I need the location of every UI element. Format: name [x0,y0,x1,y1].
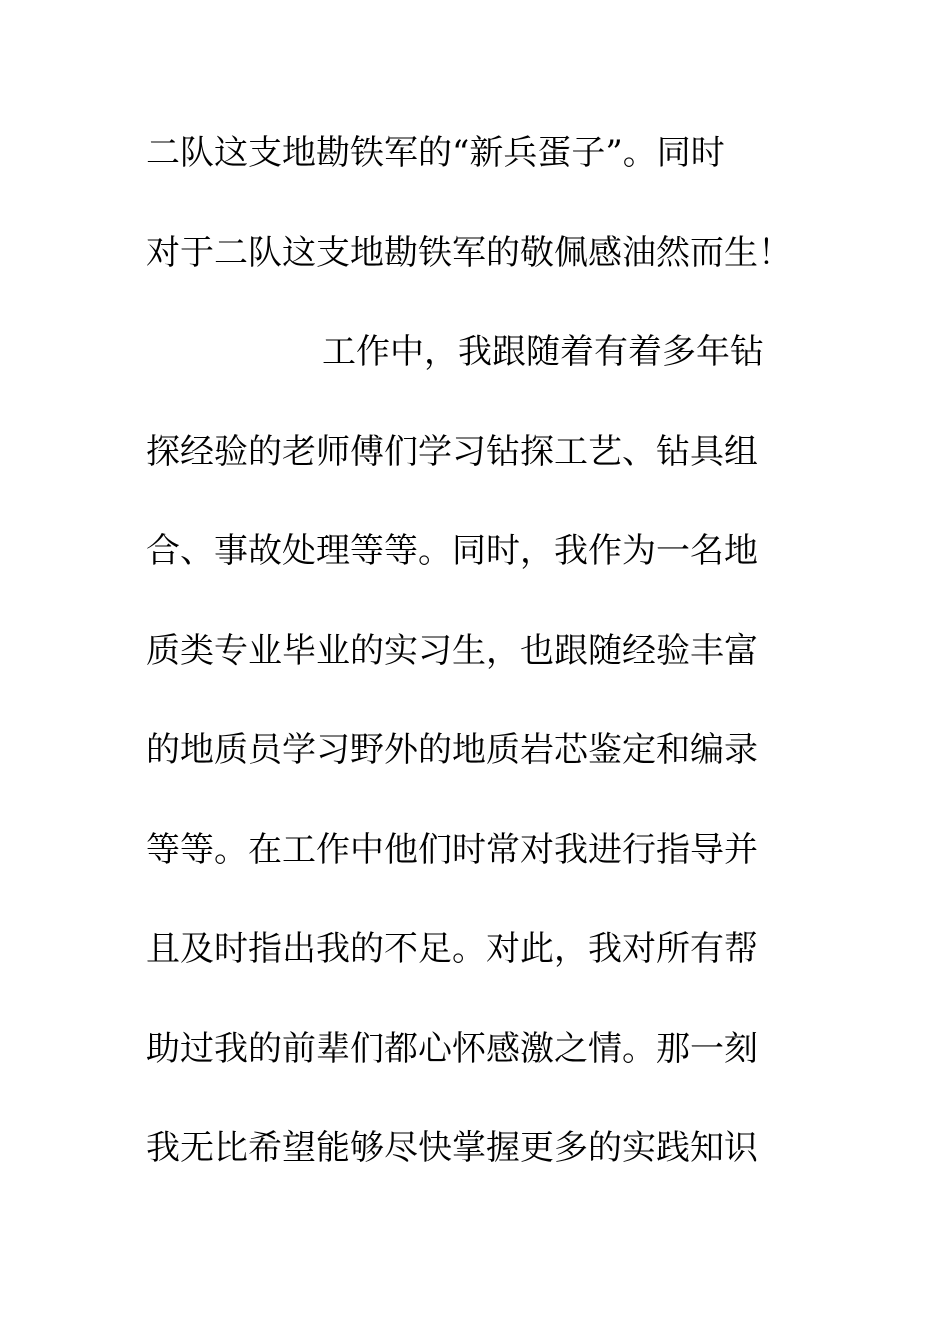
text-line: 且及时指出我的不足。对此，我对所有帮 [146,929,758,969]
text-line: 合、事故处理等等。同时，我作为一名地 [146,531,758,571]
body-text [146,128,792,1223]
text-line: 二队这支地勘铁军的“新兵蛋子”。同时 [146,133,725,173]
text-line: 探经验的老师傅们学习钻探工艺、钻具组 [146,431,758,472]
text-line: 质类专业毕业的实习生，也跟随经验丰富 [146,630,758,671]
text-line: 助过我的前辈们都心怀感激之情。那一刻 [146,1028,758,1069]
paragraph-start-line: 工作中，我跟随着有着多年钻 [322,332,764,372]
text-line: 对于二队这支地勘铁军的敬佩感油然而生！ [146,232,792,273]
text-line: 我无比希望能够尽快掌握更多的实践知识 [146,1128,758,1168]
text-line: 的地质员学习野外的地质岩芯鉴定和编录 [146,730,758,770]
text-line: 等等。在工作中他们时常对我进行指导并 [146,829,758,870]
